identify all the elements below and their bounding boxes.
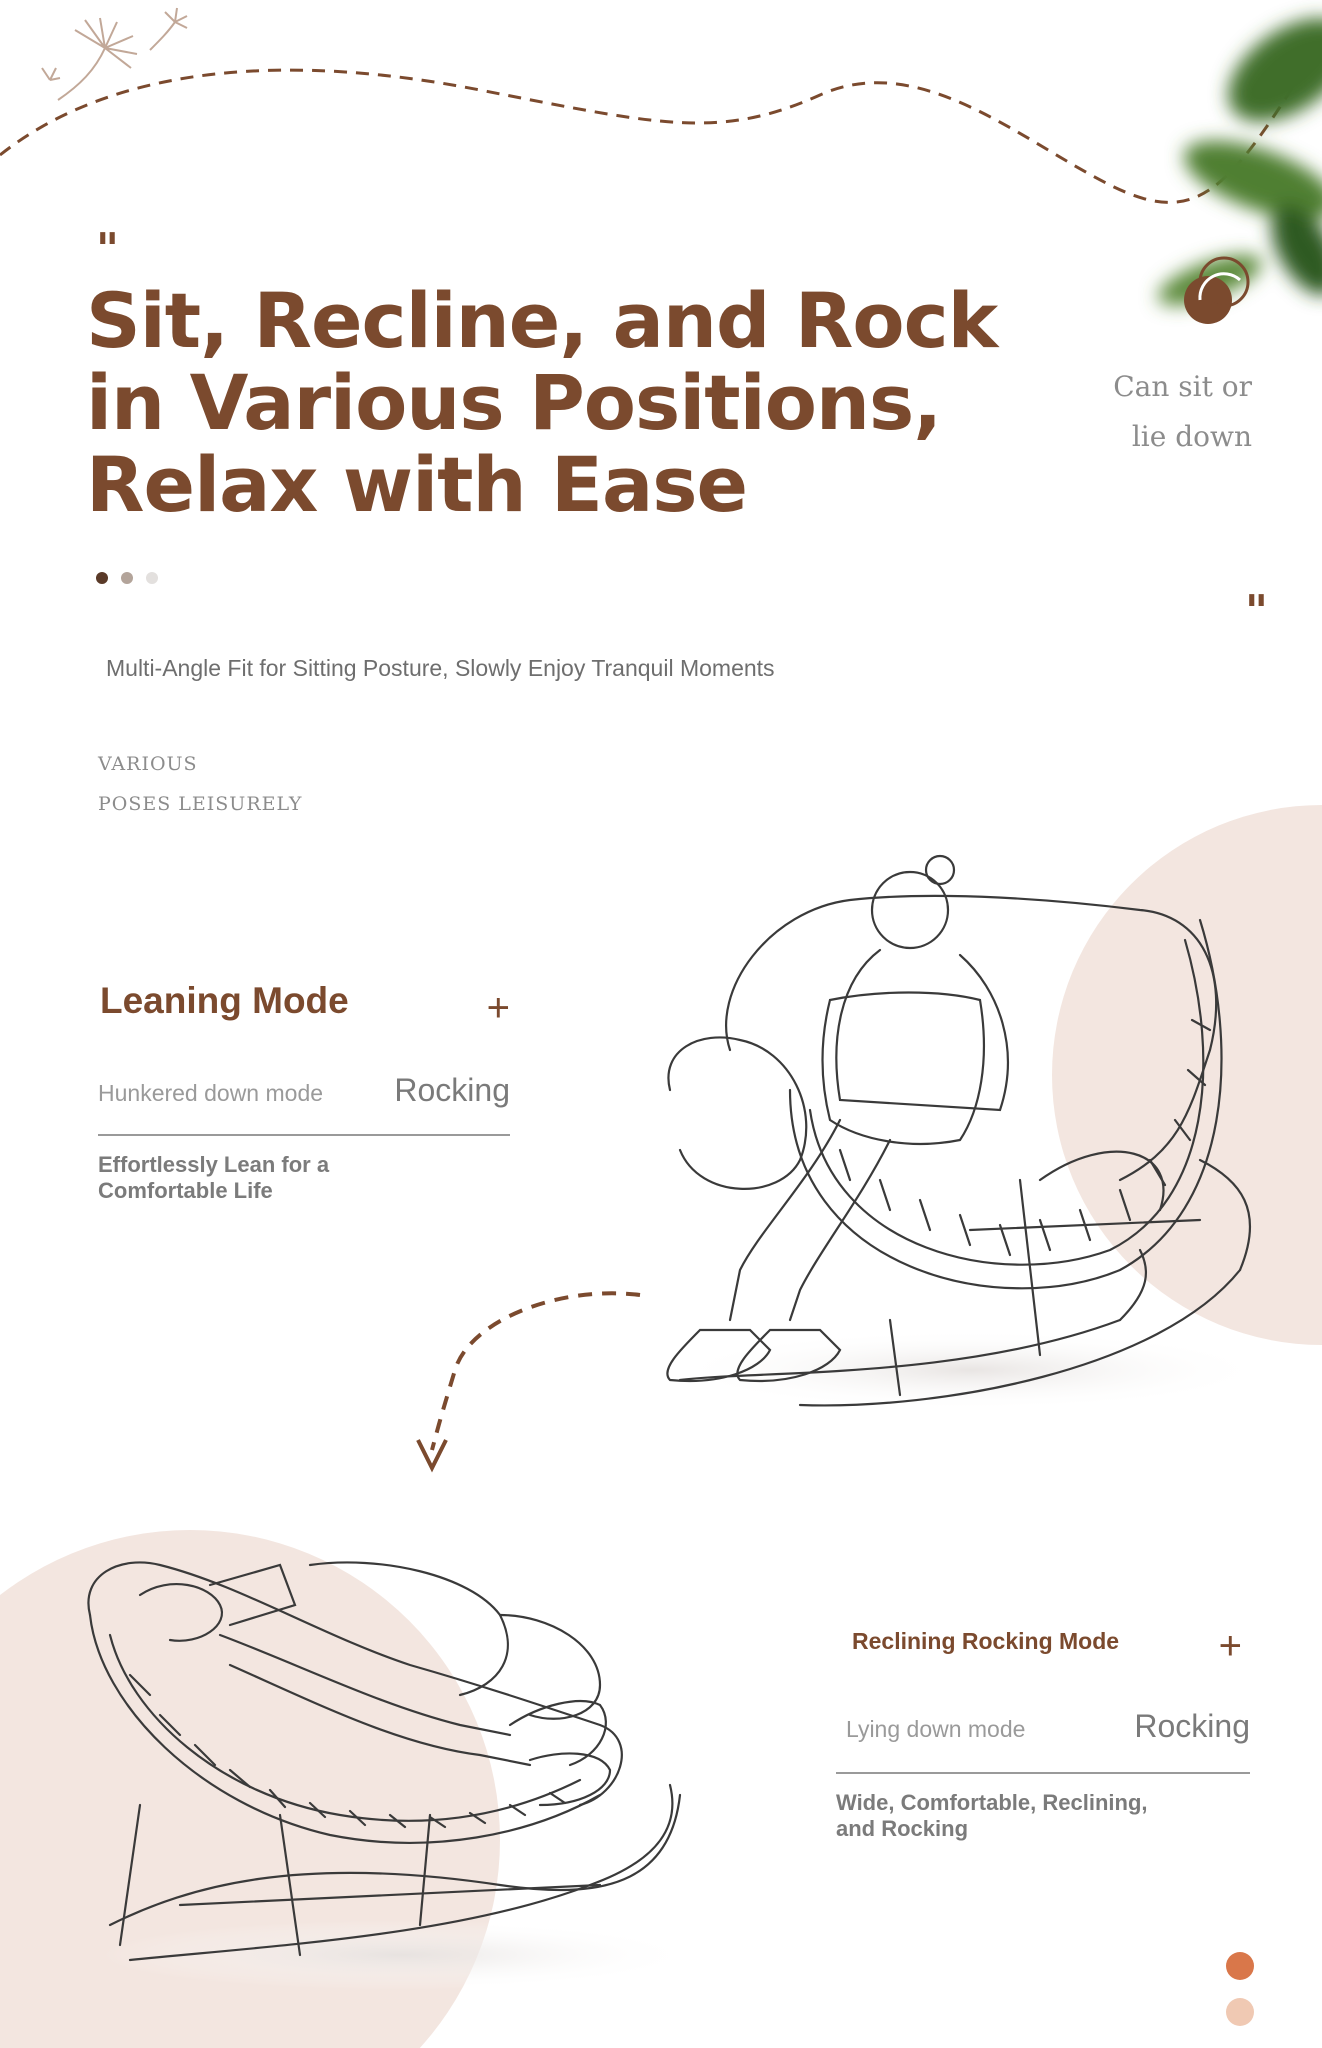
reclining-mode-left-label: Lying down mode [846, 1716, 1026, 1742]
subtitle: Multi-Angle Fit for Sitting Posture, Slowly Enjoy Tranquil Moments [106, 655, 775, 681]
expand-plus-icon[interactable]: + [1218, 1624, 1242, 1668]
expand-plus-icon[interactable]: + [486, 986, 510, 1030]
side-note-line-1: Can sit or [1113, 370, 1252, 403]
open-quote-mark: " [96, 224, 119, 275]
chair-sketch-reclining [80, 1555, 700, 1995]
close-quote-mark: " [1245, 586, 1268, 637]
leaning-mode-left-label: Hunkered down mode [98, 1080, 324, 1106]
headline-line-3: Relax with Ease [86, 440, 748, 529]
dashed-wave-line [0, 40, 1322, 202]
chair-sketch-leaning [640, 850, 1260, 1430]
leaning-mode-description: Effortlessly Lean for a Comfortable Life [98, 1152, 330, 1203]
leaning-mode-right-label: Rocking [394, 1072, 510, 1108]
poses-label-line-2: POSES LEISURELY [98, 793, 303, 815]
dandelion-icon [42, 8, 187, 100]
dot-inactive [146, 572, 158, 584]
leaning-mode-divider [98, 1134, 510, 1136]
side-note-line-2: lie down [1131, 420, 1252, 453]
reclining-mode-right-label: Rocking [1134, 1708, 1250, 1744]
dashed-curve-arrow [432, 1293, 640, 1450]
reclining-mode-description: Wide, Comfortable, Reclining, and Rocking [836, 1790, 1148, 1841]
headline-line-1: Sit, Recline, and Rock [86, 276, 998, 365]
reclining-mode-title: Reclining Rocking Mode [852, 1628, 1120, 1654]
side-note [1113, 362, 1252, 462]
headline [86, 276, 998, 529]
leaning-mode-title: Leaning Mode [100, 980, 349, 1021]
leaf-decoration-icon [1152, 0, 1322, 316]
accent-dot-orange [1226, 1952, 1254, 1980]
pagination-dots [96, 572, 158, 584]
poses-label [98, 744, 302, 824]
poses-label-line-1: VARIOUS [98, 753, 198, 775]
headline-line-2: in Various Positions, [86, 358, 942, 447]
dot-inactive [121, 572, 133, 584]
dot-active [96, 572, 108, 584]
accent-dot-peach [1226, 1998, 1254, 2026]
reclining-mode-divider [836, 1772, 1250, 1774]
